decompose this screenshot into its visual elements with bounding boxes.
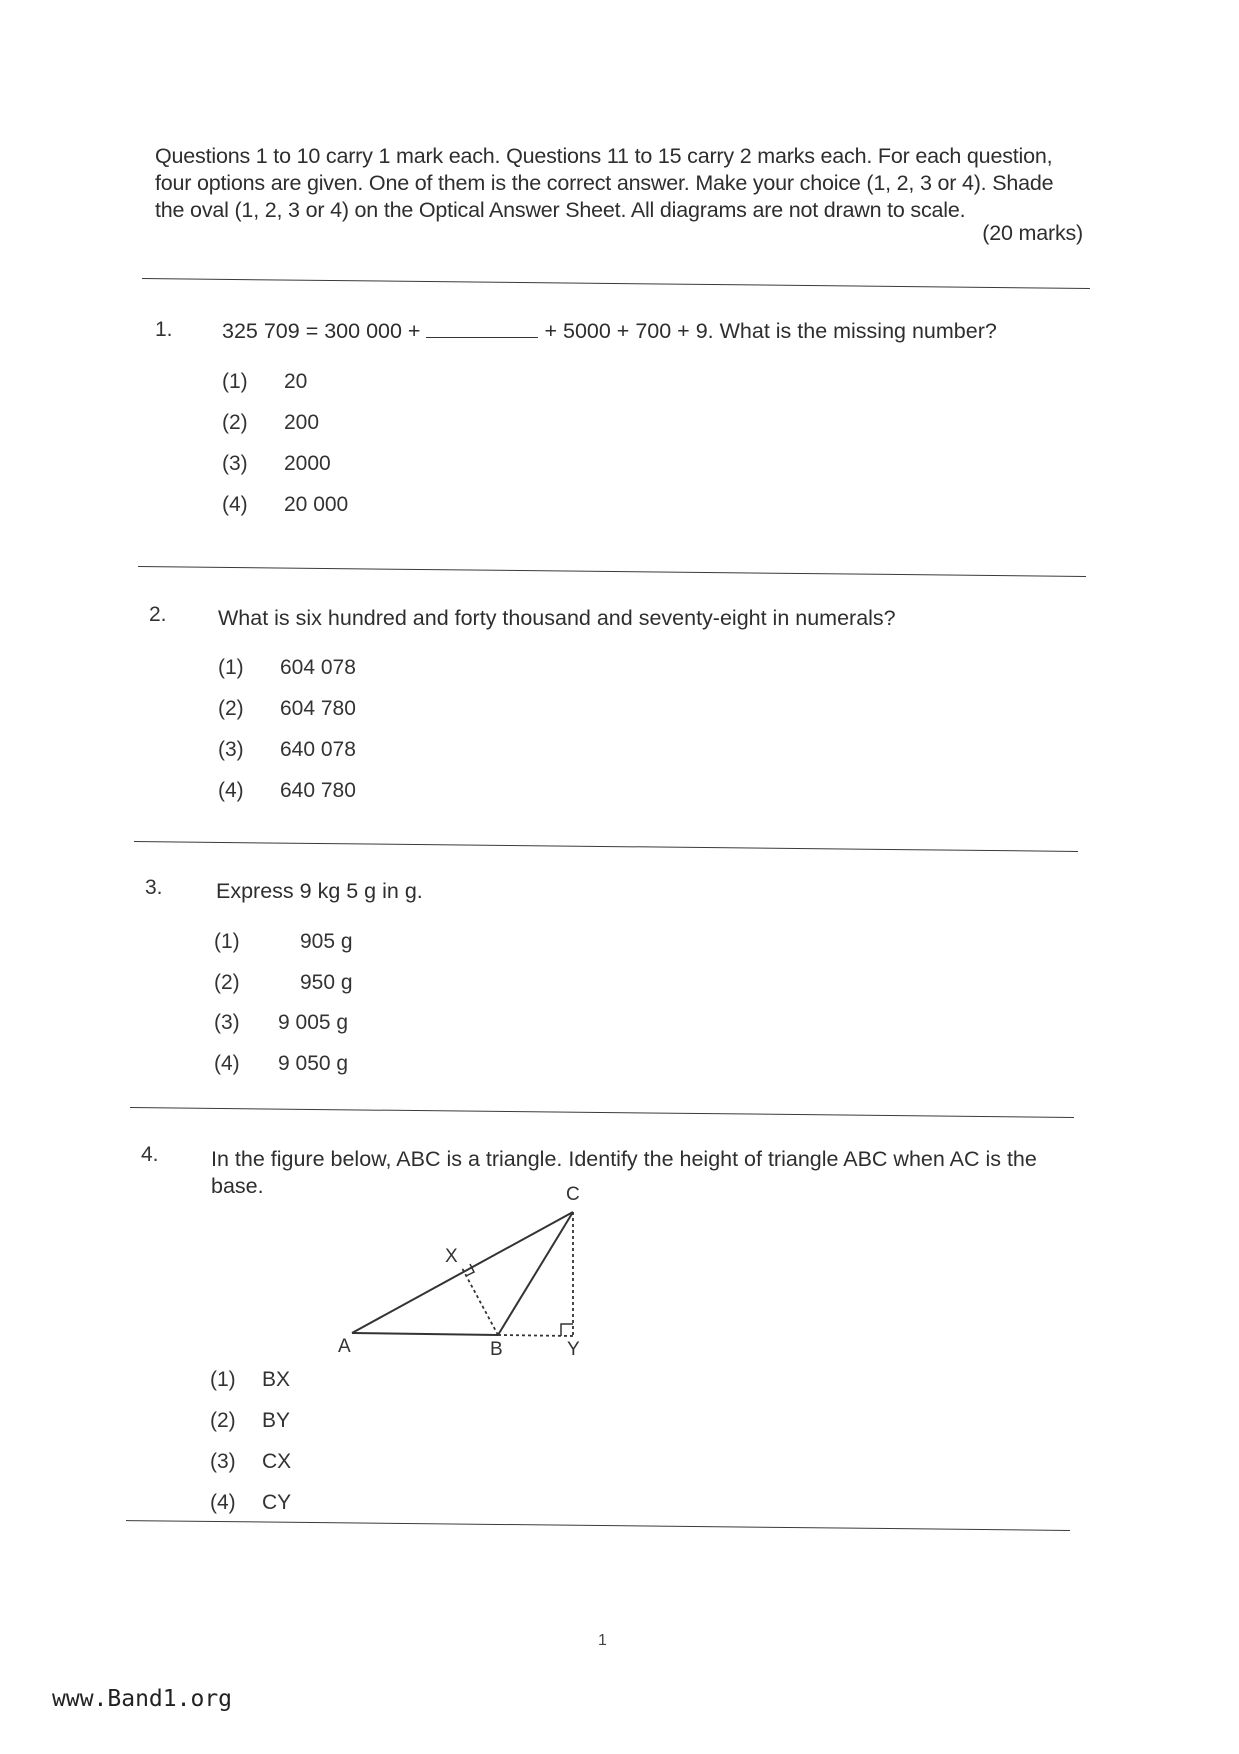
option-text: CX [262,1450,292,1473]
footer-url: www.Band1.org [52,1686,233,1712]
option-2 [210,1409,290,1433]
option-3 [222,452,331,476]
option-text: 640 078 [280,738,356,761]
question-text [222,318,1082,345]
option-4 [214,1052,348,1076]
question-number: 3. [145,876,163,899]
label-a: A [338,1336,351,1355]
label-y: Y [567,1339,580,1355]
option-number: (4) [214,1052,240,1075]
instructions-text: Questions 1 to 10 carry 1 mark each. Questions 11 to 15 carry 2 marks each. For each question, four options are given. One of them is the correct answer. Make your choice (1, 2, 3 or 4). Shade the oval (1, 2, 3 or 4) on the Optical Answer Sheet. All diagrams are not drawn to scale. [155,144,1054,222]
option-4 [218,779,356,803]
option-1 [222,370,307,394]
option-4 [210,1491,291,1515]
page-number: 1 [598,1632,607,1649]
option-number: (1) [218,656,244,679]
option-3 [214,1011,348,1035]
option-text: CY [262,1491,292,1514]
option-number: (2) [214,971,240,994]
question-number: 4. [141,1143,159,1166]
option-text: 604 780 [280,697,356,720]
option-2 [222,411,319,435]
option-text: 905 g [300,930,353,953]
option-text: 20 [284,370,308,393]
option-2 [218,697,356,721]
option-1 [218,656,356,680]
option-number: (3) [210,1450,236,1473]
right-angle-y [561,1324,573,1336]
question-text: What is six hundred and forty thousand and seventy-eight in numerals? [218,606,896,630]
option-number: (3) [214,1011,240,1034]
option-number: (4) [218,779,244,802]
total-marks: (20 marks) [982,221,1083,245]
option-1 [210,1368,290,1392]
answer-blank [426,319,538,338]
option-number: (1) [222,370,248,393]
option-text: 950 g [300,971,353,994]
divider [130,1107,1074,1118]
option-text: 604 078 [280,656,356,679]
option-number: (2) [218,697,244,720]
side-ac [352,1212,573,1333]
option-text: BY [262,1409,291,1432]
divider [138,566,1086,577]
divider [134,841,1078,852]
side-ab [352,1333,498,1335]
option-number: (4) [210,1491,236,1514]
option-number: (3) [218,738,244,761]
option-4 [222,493,348,517]
option-text: 9 050 g [278,1052,349,1075]
divider [126,1520,1070,1531]
side-bc [498,1212,573,1335]
option-number: (2) [222,411,248,434]
option-1 [214,930,353,954]
option-text: 200 [284,411,320,434]
option-3 [210,1450,291,1474]
instructions [155,143,1083,247]
divider [142,278,1090,289]
option-3 [218,738,356,762]
option-text: BX [262,1368,291,1391]
option-text: 20 000 [284,493,349,516]
question-number: 2. [149,603,167,626]
question-number: 1. [155,318,173,341]
option-text: 640 780 [280,779,356,802]
height-bx [462,1268,498,1335]
triangle-figure [330,1180,590,1355]
label-b: B [490,1339,503,1355]
label-c: C [566,1184,580,1205]
question-text: In the figure below, ABC is a triangle. Identify the height of triangle ABC when AC is the base. [211,1147,1037,1198]
option-text: 2000 [284,452,331,475]
option-text: 9 005 g [278,1011,349,1034]
option-number: (1) [214,930,240,953]
label-x: X [445,1246,458,1267]
option-number: (4) [222,493,248,516]
option-number: (1) [210,1368,236,1391]
question-text-after: + 5000 + 700 + 9. What is the missing number? [544,319,997,343]
option-number: (3) [222,452,248,475]
question-text-before: 325 709 = 300 000 + [222,319,421,343]
option-2 [214,971,353,995]
question-text: Express 9 kg 5 g in g. [216,879,423,903]
option-number: (2) [210,1409,236,1432]
